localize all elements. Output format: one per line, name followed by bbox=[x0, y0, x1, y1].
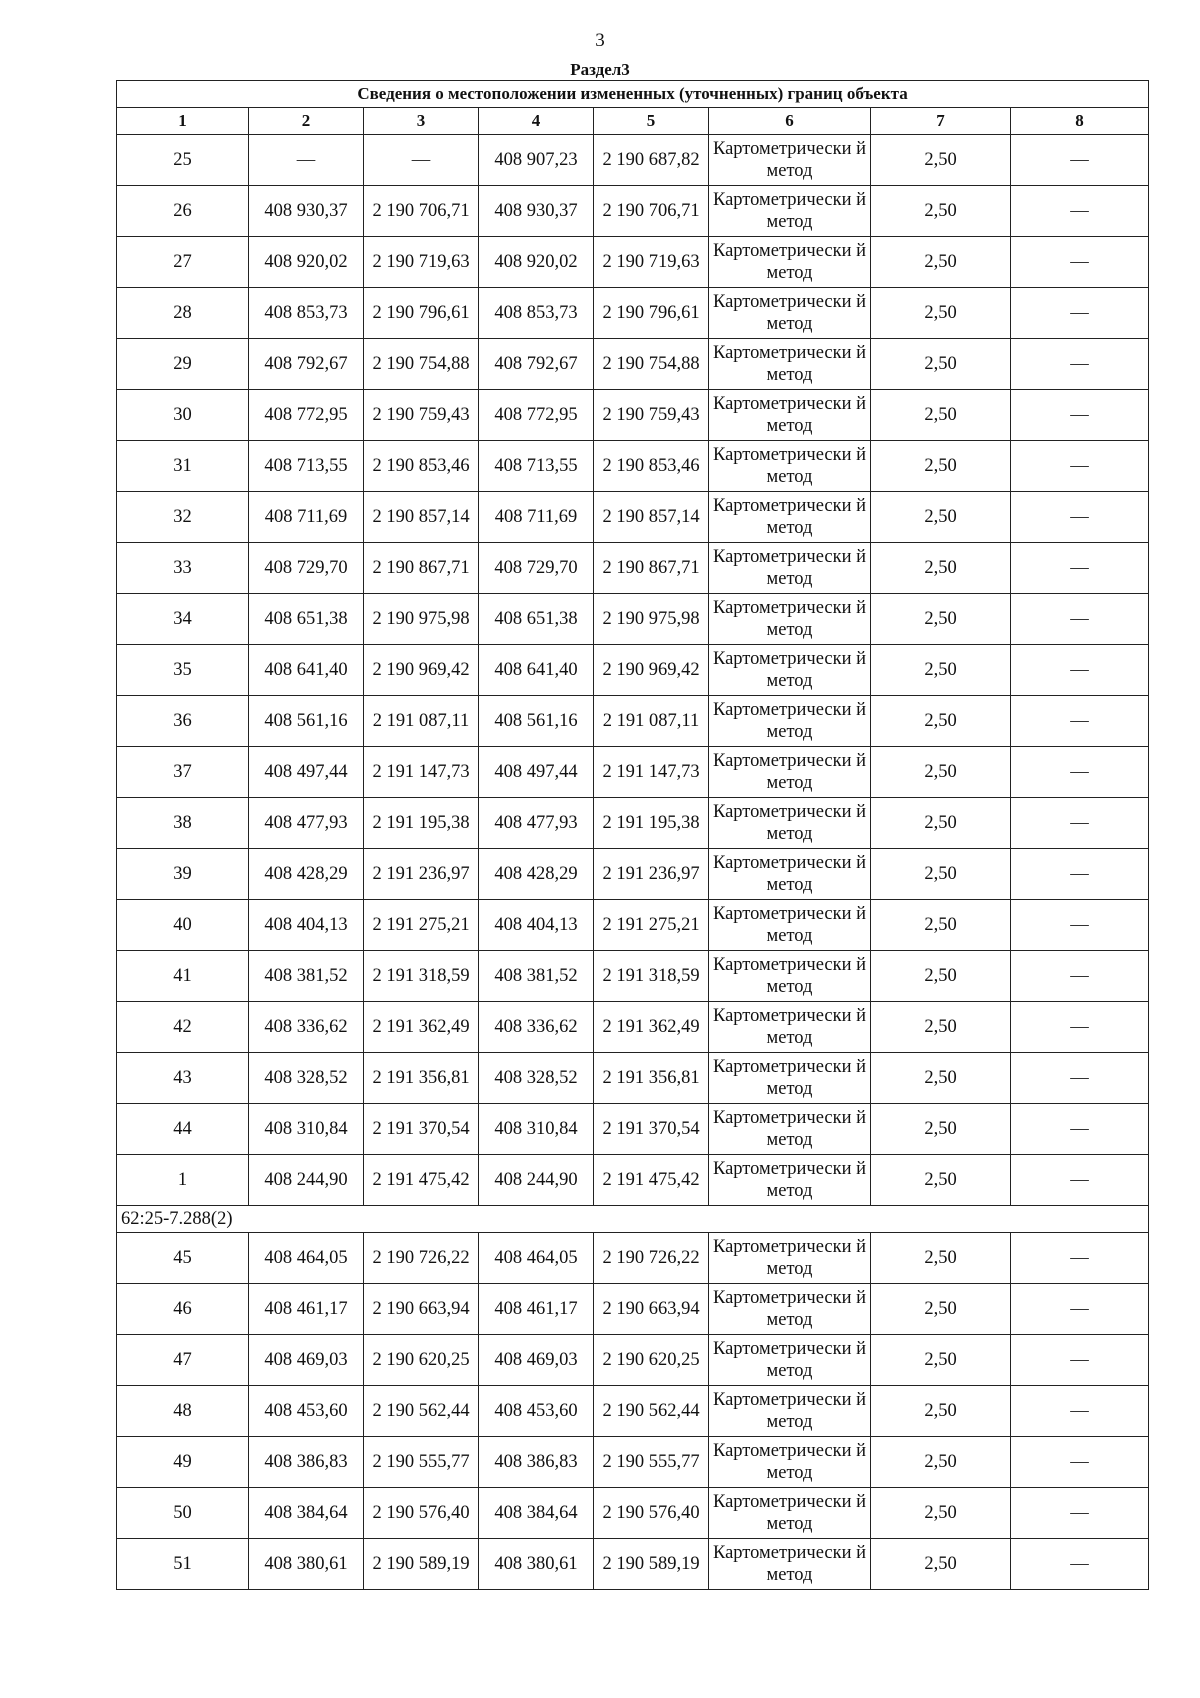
accuracy-cell: 2,50 bbox=[871, 1386, 1011, 1437]
new-x-cell: 408 920,02 bbox=[479, 237, 594, 288]
table-row bbox=[117, 492, 1149, 543]
new-x-cell: 408 853,73 bbox=[479, 288, 594, 339]
old-x-cell: 408 404,13 bbox=[249, 900, 364, 951]
old-x-cell: 408 453,60 bbox=[249, 1386, 364, 1437]
description-cell: — bbox=[1011, 339, 1149, 390]
new-x-cell: 408 428,29 bbox=[479, 849, 594, 900]
new-y-cell: 2 190 726,22 bbox=[594, 1233, 709, 1284]
column-number: 8 bbox=[1011, 108, 1149, 135]
accuracy-cell: 2,50 bbox=[871, 594, 1011, 645]
method-cell: Картометрически й метод bbox=[709, 798, 871, 849]
method-cell: Картометрически й метод bbox=[709, 339, 871, 390]
table-caption: Сведения о местоположении измененных (уточненных) границ объекта bbox=[117, 81, 1149, 108]
point-number-cell: 38 bbox=[117, 798, 249, 849]
description-cell: — bbox=[1011, 1104, 1149, 1155]
old-y-cell: 2 190 576,40 bbox=[364, 1488, 479, 1539]
new-x-cell: 408 477,93 bbox=[479, 798, 594, 849]
table-row bbox=[117, 237, 1149, 288]
accuracy-cell: 2,50 bbox=[871, 186, 1011, 237]
table-caption-row bbox=[117, 81, 1149, 108]
table-row bbox=[117, 1155, 1149, 1206]
new-y-cell: 2 190 754,88 bbox=[594, 339, 709, 390]
new-x-cell: 408 386,83 bbox=[479, 1437, 594, 1488]
point-number-cell: 44 bbox=[117, 1104, 249, 1155]
description-cell: — bbox=[1011, 543, 1149, 594]
description-cell: — bbox=[1011, 849, 1149, 900]
accuracy-cell: 2,50 bbox=[871, 1233, 1011, 1284]
method-cell: Картометрически й метод bbox=[709, 237, 871, 288]
new-x-cell: 408 328,52 bbox=[479, 1053, 594, 1104]
point-number-cell: 32 bbox=[117, 492, 249, 543]
new-y-cell: 2 190 853,46 bbox=[594, 441, 709, 492]
page-number: 3 bbox=[595, 30, 605, 51]
old-x-cell: 408 772,95 bbox=[249, 390, 364, 441]
new-x-cell: 408 381,52 bbox=[479, 951, 594, 1002]
description-cell: — bbox=[1011, 696, 1149, 747]
table-row bbox=[117, 543, 1149, 594]
new-x-cell: 408 497,44 bbox=[479, 747, 594, 798]
method-cell: Картометрически й метод bbox=[709, 1488, 871, 1539]
point-number-cell: 25 bbox=[117, 135, 249, 186]
old-x-cell: 408 651,38 bbox=[249, 594, 364, 645]
old-y-cell: 2 191 147,73 bbox=[364, 747, 479, 798]
description-cell: — bbox=[1011, 390, 1149, 441]
old-y-cell: 2 191 195,38 bbox=[364, 798, 479, 849]
old-x-cell: 408 713,55 bbox=[249, 441, 364, 492]
description-cell: — bbox=[1011, 798, 1149, 849]
method-cell: Картометрически й метод bbox=[709, 135, 871, 186]
point-number-cell: 26 bbox=[117, 186, 249, 237]
point-number-cell: 41 bbox=[117, 951, 249, 1002]
old-x-cell: 408 497,44 bbox=[249, 747, 364, 798]
new-x-cell: 408 461,17 bbox=[479, 1284, 594, 1335]
description-cell: — bbox=[1011, 441, 1149, 492]
description-cell: — bbox=[1011, 237, 1149, 288]
new-y-cell: 2 190 562,44 bbox=[594, 1386, 709, 1437]
old-y-cell: 2 190 969,42 bbox=[364, 645, 479, 696]
description-cell: — bbox=[1011, 1155, 1149, 1206]
method-cell: Картометрически й метод bbox=[709, 1284, 871, 1335]
column-number-row bbox=[117, 108, 1149, 135]
accuracy-cell: 2,50 bbox=[871, 1053, 1011, 1104]
new-x-cell: 408 651,38 bbox=[479, 594, 594, 645]
method-cell: Картометрически й метод bbox=[709, 543, 871, 594]
point-number-cell: 45 bbox=[117, 1233, 249, 1284]
table-row bbox=[117, 1386, 1149, 1437]
method-cell: Картометрически й метод bbox=[709, 390, 871, 441]
description-cell: — bbox=[1011, 1002, 1149, 1053]
point-number-cell: 43 bbox=[117, 1053, 249, 1104]
column-number: 4 bbox=[479, 108, 594, 135]
new-x-cell: 408 713,55 bbox=[479, 441, 594, 492]
new-y-cell: 2 191 370,54 bbox=[594, 1104, 709, 1155]
old-x-cell: 408 469,03 bbox=[249, 1335, 364, 1386]
old-y-cell: 2 190 719,63 bbox=[364, 237, 479, 288]
column-number: 2 bbox=[249, 108, 364, 135]
new-x-cell: 408 453,60 bbox=[479, 1386, 594, 1437]
old-y-cell: 2 190 589,19 bbox=[364, 1539, 479, 1590]
table-row bbox=[117, 1335, 1149, 1386]
accuracy-cell: 2,50 bbox=[871, 798, 1011, 849]
description-cell: — bbox=[1011, 1386, 1149, 1437]
accuracy-cell: 2,50 bbox=[871, 441, 1011, 492]
old-x-cell: 408 328,52 bbox=[249, 1053, 364, 1104]
point-number-cell: 1 bbox=[117, 1155, 249, 1206]
old-y-cell: 2 191 362,49 bbox=[364, 1002, 479, 1053]
method-cell: Картометрически й метод bbox=[709, 1053, 871, 1104]
table-row bbox=[117, 951, 1149, 1002]
old-x-cell: 408 336,62 bbox=[249, 1002, 364, 1053]
accuracy-cell: 2,50 bbox=[871, 390, 1011, 441]
accuracy-cell: 2,50 bbox=[871, 492, 1011, 543]
old-y-cell: 2 190 663,94 bbox=[364, 1284, 479, 1335]
new-x-cell: 408 641,40 bbox=[479, 645, 594, 696]
new-x-cell: 408 792,67 bbox=[479, 339, 594, 390]
method-cell: Картометрически й метод bbox=[709, 951, 871, 1002]
table-row bbox=[117, 1002, 1149, 1053]
new-x-cell: 408 380,61 bbox=[479, 1539, 594, 1590]
description-cell: — bbox=[1011, 1233, 1149, 1284]
accuracy-cell: 2,50 bbox=[871, 1104, 1011, 1155]
old-x-cell: 408 310,84 bbox=[249, 1104, 364, 1155]
new-x-cell: 408 907,23 bbox=[479, 135, 594, 186]
new-y-cell: 2 191 318,59 bbox=[594, 951, 709, 1002]
section-title: Раздел3 bbox=[570, 60, 630, 79]
new-y-cell: 2 191 147,73 bbox=[594, 747, 709, 798]
new-x-cell: 408 244,90 bbox=[479, 1155, 594, 1206]
column-number: 5 bbox=[594, 108, 709, 135]
point-number-cell: 31 bbox=[117, 441, 249, 492]
table-row bbox=[117, 1437, 1149, 1488]
accuracy-cell: 2,50 bbox=[871, 696, 1011, 747]
new-y-cell: 2 190 576,40 bbox=[594, 1488, 709, 1539]
old-x-cell: 408 853,73 bbox=[249, 288, 364, 339]
old-x-cell: 408 641,40 bbox=[249, 645, 364, 696]
point-number-cell: 28 bbox=[117, 288, 249, 339]
new-y-cell: 2 190 620,25 bbox=[594, 1335, 709, 1386]
old-y-cell: 2 190 706,71 bbox=[364, 186, 479, 237]
table-row bbox=[117, 1104, 1149, 1155]
accuracy-cell: 2,50 bbox=[871, 1155, 1011, 1206]
description-cell: — bbox=[1011, 135, 1149, 186]
old-x-cell: 408 477,93 bbox=[249, 798, 364, 849]
method-cell: Картометрически й метод bbox=[709, 1233, 871, 1284]
point-number-cell: 47 bbox=[117, 1335, 249, 1386]
new-x-cell: 408 384,64 bbox=[479, 1488, 594, 1539]
method-cell: Картометрически й метод bbox=[709, 186, 871, 237]
table-row bbox=[117, 645, 1149, 696]
point-number-cell: 36 bbox=[117, 696, 249, 747]
new-y-cell: 2 190 555,77 bbox=[594, 1437, 709, 1488]
point-number-cell: 35 bbox=[117, 645, 249, 696]
old-x-cell: 408 381,52 bbox=[249, 951, 364, 1002]
new-y-cell: 2 191 087,11 bbox=[594, 696, 709, 747]
old-x-cell: 408 428,29 bbox=[249, 849, 364, 900]
new-x-cell: 408 464,05 bbox=[479, 1233, 594, 1284]
table-row bbox=[117, 288, 1149, 339]
new-y-cell: 2 190 975,98 bbox=[594, 594, 709, 645]
accuracy-cell: 2,50 bbox=[871, 135, 1011, 186]
new-x-cell: 408 310,84 bbox=[479, 1104, 594, 1155]
method-cell: Картометрически й метод bbox=[709, 492, 871, 543]
old-y-cell: 2 190 975,98 bbox=[364, 594, 479, 645]
description-cell: — bbox=[1011, 1053, 1149, 1104]
old-y-cell: 2 191 236,97 bbox=[364, 849, 479, 900]
old-y-cell: 2 190 759,43 bbox=[364, 390, 479, 441]
new-x-cell: 408 469,03 bbox=[479, 1335, 594, 1386]
description-cell: — bbox=[1011, 594, 1149, 645]
new-y-cell: 2 191 475,42 bbox=[594, 1155, 709, 1206]
method-cell: Картометрически й метод bbox=[709, 1386, 871, 1437]
accuracy-cell: 2,50 bbox=[871, 1002, 1011, 1053]
point-number-cell: 33 bbox=[117, 543, 249, 594]
description-cell: — bbox=[1011, 645, 1149, 696]
old-x-cell: — bbox=[249, 135, 364, 186]
old-y-cell: 2 190 857,14 bbox=[364, 492, 479, 543]
new-x-cell: 408 711,69 bbox=[479, 492, 594, 543]
description-cell: — bbox=[1011, 951, 1149, 1002]
method-cell: Картометрически й метод bbox=[709, 288, 871, 339]
new-y-cell: 2 190 857,14 bbox=[594, 492, 709, 543]
new-x-cell: 408 404,13 bbox=[479, 900, 594, 951]
accuracy-cell: 2,50 bbox=[871, 849, 1011, 900]
new-x-cell: 408 772,95 bbox=[479, 390, 594, 441]
method-cell: Картометрически й метод bbox=[709, 1437, 871, 1488]
accuracy-cell: 2,50 bbox=[871, 900, 1011, 951]
old-x-cell: 408 461,17 bbox=[249, 1284, 364, 1335]
old-x-cell: 408 386,83 bbox=[249, 1437, 364, 1488]
old-y-cell: 2 191 318,59 bbox=[364, 951, 479, 1002]
description-cell: — bbox=[1011, 1539, 1149, 1590]
accuracy-cell: 2,50 bbox=[871, 1335, 1011, 1386]
column-number: 3 bbox=[364, 108, 479, 135]
point-number-cell: 42 bbox=[117, 1002, 249, 1053]
table-row bbox=[117, 441, 1149, 492]
old-x-cell: 408 920,02 bbox=[249, 237, 364, 288]
table-row bbox=[117, 390, 1149, 441]
old-y-cell: 2 190 620,25 bbox=[364, 1335, 479, 1386]
table-row bbox=[117, 849, 1149, 900]
old-y-cell: 2 191 370,54 bbox=[364, 1104, 479, 1155]
table-row bbox=[117, 1233, 1149, 1284]
old-y-cell: 2 190 562,44 bbox=[364, 1386, 479, 1437]
new-x-cell: 408 561,16 bbox=[479, 696, 594, 747]
new-y-cell: 2 191 275,21 bbox=[594, 900, 709, 951]
old-x-cell: 408 729,70 bbox=[249, 543, 364, 594]
accuracy-cell: 2,50 bbox=[871, 1284, 1011, 1335]
new-y-cell: 2 190 867,71 bbox=[594, 543, 709, 594]
point-number-cell: 30 bbox=[117, 390, 249, 441]
table-row bbox=[117, 594, 1149, 645]
accuracy-cell: 2,50 bbox=[871, 951, 1011, 1002]
method-cell: Картометрически й метод bbox=[709, 849, 871, 900]
new-y-cell: 2 191 236,97 bbox=[594, 849, 709, 900]
accuracy-cell: 2,50 bbox=[871, 645, 1011, 696]
new-y-cell: 2 190 706,71 bbox=[594, 186, 709, 237]
accuracy-cell: 2,50 bbox=[871, 1539, 1011, 1590]
description-cell: — bbox=[1011, 1335, 1149, 1386]
old-y-cell: 2 190 853,46 bbox=[364, 441, 479, 492]
point-number-cell: 29 bbox=[117, 339, 249, 390]
method-cell: Картометрически й метод bbox=[709, 645, 871, 696]
old-y-cell: 2 190 726,22 bbox=[364, 1233, 479, 1284]
method-cell: Картометрически й метод bbox=[709, 696, 871, 747]
new-x-cell: 408 729,70 bbox=[479, 543, 594, 594]
table-row bbox=[117, 696, 1149, 747]
table-row bbox=[117, 186, 1149, 237]
contour-group-label: 62:25-7.288(2) bbox=[117, 1206, 1149, 1233]
old-y-cell: 2 191 356,81 bbox=[364, 1053, 479, 1104]
old-x-cell: 408 380,61 bbox=[249, 1539, 364, 1590]
old-x-cell: 408 792,67 bbox=[249, 339, 364, 390]
method-cell: Картометрически й метод bbox=[709, 747, 871, 798]
point-number-cell: 37 bbox=[117, 747, 249, 798]
table-row bbox=[117, 1053, 1149, 1104]
point-number-cell: 27 bbox=[117, 237, 249, 288]
old-y-cell: 2 191 275,21 bbox=[364, 900, 479, 951]
method-cell: Картометрически й метод bbox=[709, 1104, 871, 1155]
new-y-cell: 2 191 356,81 bbox=[594, 1053, 709, 1104]
table-row bbox=[117, 135, 1149, 186]
accuracy-cell: 2,50 bbox=[871, 747, 1011, 798]
new-y-cell: 2 191 362,49 bbox=[594, 1002, 709, 1053]
new-y-cell: 2 190 589,19 bbox=[594, 1539, 709, 1590]
contour-group-row bbox=[117, 1206, 1149, 1233]
method-cell: Картометрически й метод bbox=[709, 1002, 871, 1053]
new-y-cell: 2 190 663,94 bbox=[594, 1284, 709, 1335]
method-cell: Картометрически й метод bbox=[709, 1335, 871, 1386]
method-cell: Картометрически й метод bbox=[709, 900, 871, 951]
method-cell: Картометрически й метод bbox=[709, 1539, 871, 1590]
description-cell: — bbox=[1011, 900, 1149, 951]
accuracy-cell: 2,50 bbox=[871, 1488, 1011, 1539]
column-number: 6 bbox=[709, 108, 871, 135]
table-row bbox=[117, 339, 1149, 390]
method-cell: Картометрически й метод bbox=[709, 594, 871, 645]
old-y-cell: — bbox=[364, 135, 479, 186]
table-row bbox=[117, 747, 1149, 798]
new-y-cell: 2 190 796,61 bbox=[594, 288, 709, 339]
new-y-cell: 2 190 719,63 bbox=[594, 237, 709, 288]
new-y-cell: 2 190 687,82 bbox=[594, 135, 709, 186]
old-x-cell: 408 244,90 bbox=[249, 1155, 364, 1206]
old-y-cell: 2 191 087,11 bbox=[364, 696, 479, 747]
point-number-cell: 50 bbox=[117, 1488, 249, 1539]
description-cell: — bbox=[1011, 1437, 1149, 1488]
new-y-cell: 2 190 759,43 bbox=[594, 390, 709, 441]
table-row bbox=[117, 798, 1149, 849]
method-cell: Картометрически й метод bbox=[709, 441, 871, 492]
point-number-cell: 49 bbox=[117, 1437, 249, 1488]
boundary-coordinates-table bbox=[116, 80, 1149, 1590]
table-row bbox=[117, 1488, 1149, 1539]
description-cell: — bbox=[1011, 288, 1149, 339]
old-y-cell: 2 190 555,77 bbox=[364, 1437, 479, 1488]
accuracy-cell: 2,50 bbox=[871, 288, 1011, 339]
table-row bbox=[117, 1284, 1149, 1335]
description-cell: — bbox=[1011, 747, 1149, 798]
table-row bbox=[117, 900, 1149, 951]
old-x-cell: 408 464,05 bbox=[249, 1233, 364, 1284]
new-y-cell: 2 191 195,38 bbox=[594, 798, 709, 849]
old-y-cell: 2 190 796,61 bbox=[364, 288, 479, 339]
old-x-cell: 408 561,16 bbox=[249, 696, 364, 747]
column-number: 7 bbox=[871, 108, 1011, 135]
point-number-cell: 39 bbox=[117, 849, 249, 900]
old-x-cell: 408 384,64 bbox=[249, 1488, 364, 1539]
table-row bbox=[117, 1539, 1149, 1590]
old-y-cell: 2 190 867,71 bbox=[364, 543, 479, 594]
new-x-cell: 408 336,62 bbox=[479, 1002, 594, 1053]
old-y-cell: 2 190 754,88 bbox=[364, 339, 479, 390]
new-y-cell: 2 190 969,42 bbox=[594, 645, 709, 696]
description-cell: — bbox=[1011, 1488, 1149, 1539]
old-x-cell: 408 930,37 bbox=[249, 186, 364, 237]
column-number: 1 bbox=[117, 108, 249, 135]
new-x-cell: 408 930,37 bbox=[479, 186, 594, 237]
point-number-cell: 46 bbox=[117, 1284, 249, 1335]
accuracy-cell: 2,50 bbox=[871, 543, 1011, 594]
point-number-cell: 34 bbox=[117, 594, 249, 645]
description-cell: — bbox=[1011, 186, 1149, 237]
accuracy-cell: 2,50 bbox=[871, 237, 1011, 288]
point-number-cell: 48 bbox=[117, 1386, 249, 1437]
point-number-cell: 40 bbox=[117, 900, 249, 951]
description-cell: — bbox=[1011, 492, 1149, 543]
accuracy-cell: 2,50 bbox=[871, 1437, 1011, 1488]
point-number-cell: 51 bbox=[117, 1539, 249, 1590]
method-cell: Картометрически й метод bbox=[709, 1155, 871, 1206]
old-y-cell: 2 191 475,42 bbox=[364, 1155, 479, 1206]
accuracy-cell: 2,50 bbox=[871, 339, 1011, 390]
old-x-cell: 408 711,69 bbox=[249, 492, 364, 543]
description-cell: — bbox=[1011, 1284, 1149, 1335]
